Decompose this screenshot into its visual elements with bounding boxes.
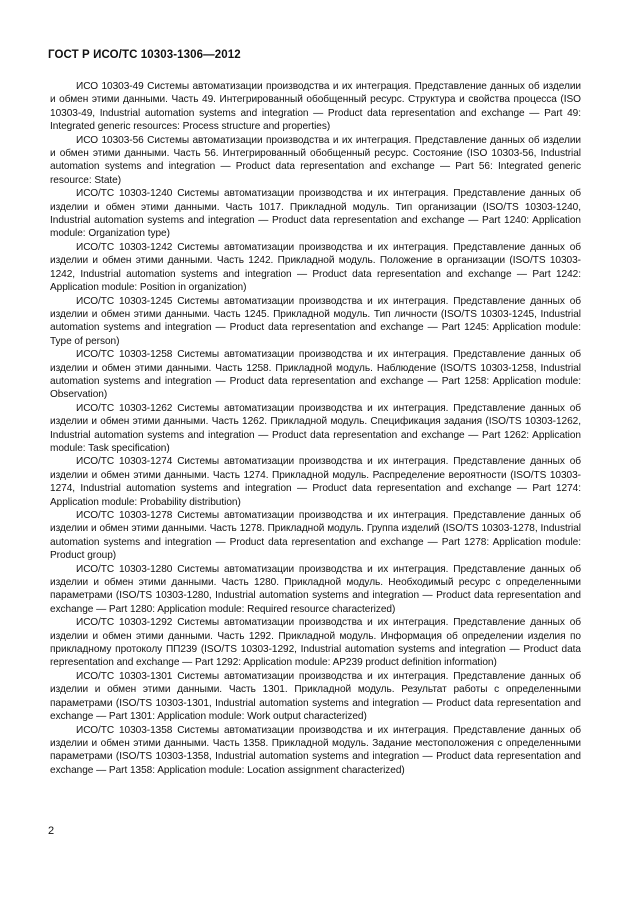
reference-entry-iso-10303-49: ИСО 10303-49 Системы автоматизации производства и их интеграция. Представление данных об изделии и обмен этими данными. Часть 49. Интегрированный обобщенный ресурс. Структура и свойства процесса (ISO 10303-49, Industrial automation systems and integration — Product data representation and exchange — Part 49: Integrated generic resources: Process structure and properties)	[50, 81, 581, 133]
reference-entry-iso-ts-10303-1258: ИСО/ТС 10303-1258 Системы автоматизации производства и их интеграция. Представление данных об изделии и обмен этими данными. Часть 1258. Прикладной модуль. Наблюдение (ISO/TS 10303-1258, Industrial automation systems and integration — Product data representation and exchange — Part 1258: Application module: Observation)	[50, 349, 581, 401]
reference-entry-iso-ts-10303-1245: ИСО/ТС 10303-1245 Системы автоматизации производства и их интеграция. Представление данных об изделии и обмен этими данными. Часть 1245. Прикладной модуль. Тип личности (ISO/TS 10303-1245, Industrial automation systems and integration — Product data representation and exchange — Part 1245: Application module: Type of person)	[50, 295, 581, 347]
standard-designation-header: ГОСТ Р ИСО/ТС 10303-1306—2012	[48, 49, 241, 61]
reference-entry-iso-ts-10303-1278: ИСО/ТС 10303-1278 Системы автоматизации производства и их интеграция. Представление данных об изделии и обмен этими данными. Часть 1278. Прикладной модуль. Группа изделий (ISO/TS 10303-1278, Industrial automation systems and integration — Product data representation and exchange — Part 1278: Application module: Product group)	[50, 510, 581, 562]
normative-references-list	[50, 80, 581, 777]
reference-entry-iso-ts-10303-1274: ИСО/ТС 10303-1274 Системы автоматизации производства и их интеграция. Представление данных об изделии и обмен этими данными. Часть 1274. Прикладной модуль. Распределение вероятности (ISO/TS 10303-1274, Industrial automation systems and integration — Product data representation and exchange — Part 1274: Application module: Probability distribution)	[50, 456, 581, 508]
page-number: 2	[48, 825, 55, 837]
reference-entry-iso-10303-56: ИСО 10303-56 Системы автоматизации производства и их интеграция. Представление данных об изделии и обмен этими данными. Часть 56. Интегрированный обобщенный ресурс. Состояние (ISO 10303-56, Industrial automation systems and integration — Product data representation and exchange — Part 56: Integrated generic resource: State)	[50, 134, 581, 186]
reference-entry-iso-ts-10303-1292: ИСО/ТС 10303-1292 Системы автоматизации производства и их интеграция. Представление данных об изделии и обмен этими данными. Часть 1292. Прикладной модуль. Информация об определении изделия по прикладному протоколу ПП239 (ISO/TS 10303-1292, Industrial automation systems and integration — Product data representation and exchange — Part 1292: Application module: AP239 product definition information)	[50, 617, 581, 669]
reference-entry-iso-ts-10303-1358: ИСО/ТС 10303-1358 Системы автоматизации производства и их интеграция. Представление данных об изделии и обмен этими данными. Часть 1358. Прикладной модуль. Задание местоположения с определенными параметрами (ISO/TS 10303-1358, Industrial automation systems and integration — Product data representation and exchange — Part 1358: Application module: Location assignment characterized)	[50, 724, 581, 776]
reference-entry-iso-ts-10303-1301: ИСО/ТС 10303-1301 Системы автоматизации производства и их интеграция. Представление данных об изделии и обмен этими данными. Часть 1301. Прикладной модуль. Результат работы с определенными параметрами (ISO/TS 10303-1301, Industrial automation systems and integration — Product data representation and exchange — Part 1301: Application module: Work output characterized)	[50, 670, 581, 723]
reference-entry-iso-ts-10303-1262: ИСО/ТС 10303-1262 Системы автоматизации производства и их интеграция. Представление данных об изделии и обмен этими данными. Часть 1262. Прикладной модуль. Спецификация задания (ISO/TS 10303-1262, Industrial automation systems and integration — Product data representation and exchange — Part 1262: Application module: Task specification)	[50, 402, 581, 454]
reference-entry-iso-ts-10303-1280: ИСО/ТС 10303-1280 Системы автоматизации производства и их интеграция. Представление данных об изделии и обмен этими данными. Часть 1280. Прикладной модуль. Необходимый ресурс с определенными параметрами (ISO/TS 10303-1280, Industrial automation systems and integration — Product data representation and exchange — Part 1280: Application module: Required resource characterized)	[50, 563, 581, 615]
reference-entry-iso-ts-10303-1240: ИСО/ТС 10303-1240 Системы автоматизации производства и их интеграция. Представление данных об изделии и обмен этими данными. Часть 1017. Прикладной модуль. Тип организации (ISO/TS 10303-1240, Industrial automation systems and integration — Product data representation and exchange — Part 1240: Application module: Organization type)	[50, 188, 581, 240]
reference-entry-iso-ts-10303-1242: ИСО/ТС 10303-1242 Системы автоматизации производства и их интеграция. Представление данных об изделии и обмен этими данными. Часть 1242. Прикладной модуль. Положение в организации (ISO/TS 10303-1242, Industrial automation systems and integration — Product data representation and exchange — Part 1242: Application module: Position in organization)	[50, 241, 581, 294]
